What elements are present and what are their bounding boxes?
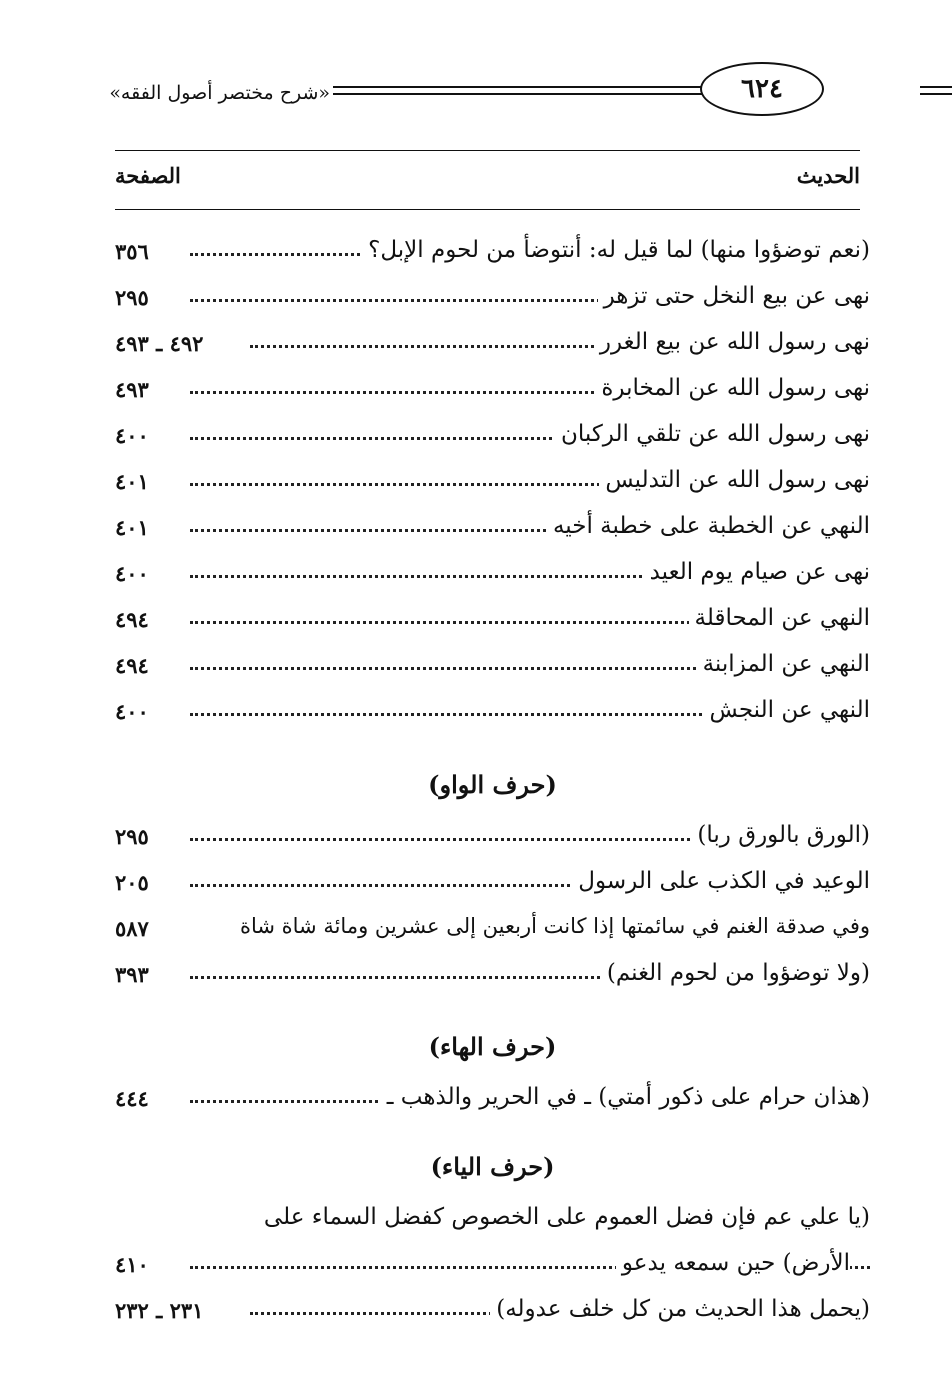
index-entry bbox=[115, 417, 870, 461]
entry-text: النهي عن المزابنة bbox=[697, 651, 870, 677]
entry-text: (يا علي عم فإن فضل العموم على الخصوص كفضل السماء على bbox=[258, 1204, 870, 1230]
entry-text: (هذان حرام على ذكور أمتي) ـ في الحرير والذهب ـ bbox=[381, 1084, 870, 1110]
entry-text: نهى رسول الله عن بيع الغرر bbox=[594, 329, 870, 355]
index-entry bbox=[115, 233, 870, 277]
running-header bbox=[109, 62, 860, 122]
entry-text: (الورق بالورق ربا) bbox=[691, 822, 870, 848]
column-page-label: الصفحة bbox=[115, 163, 181, 188]
entry-text: (نعم توضؤوا منها) لما قيل له: أنتوضأ من لحوم الإبل؟ bbox=[362, 237, 870, 263]
entry-page: ٣٩٣ bbox=[115, 962, 149, 987]
index-entry bbox=[115, 463, 870, 507]
book-title: «شرح مختصر أصول الفقه» bbox=[109, 82, 330, 104]
entry-text: الأرض) حين سمعه يدعو bbox=[616, 1250, 850, 1276]
entry-text: النهي عن المحاقلة bbox=[689, 605, 870, 631]
entry-text: نهى عن بيع النخل حتى تزهر bbox=[598, 283, 870, 309]
index-entry bbox=[115, 910, 870, 954]
entry-text: وفي صدقة الغنم في سائمتها إذا كانت أربعين إلى عشرين ومائة شاة شاة bbox=[234, 914, 870, 938]
entry-text: النهي عن النجش bbox=[704, 697, 870, 723]
entry-page: ٤١٠ bbox=[115, 1252, 149, 1277]
index-entry bbox=[115, 956, 870, 1000]
entry-page: ٢٩٥ bbox=[115, 285, 149, 310]
index-entry-line bbox=[115, 1200, 870, 1244]
entry-page: ٤٩٢ ـ ٤٩٣ bbox=[115, 331, 204, 356]
column-hadith-label: الحديث bbox=[796, 163, 860, 188]
index-entry bbox=[115, 371, 870, 415]
index-entry bbox=[115, 647, 870, 691]
entry-page: ٤٩٣ bbox=[115, 377, 149, 402]
entry-text: نهى رسول الله عن المخابرة bbox=[595, 375, 870, 401]
index-entry bbox=[115, 509, 870, 553]
index-entry bbox=[115, 818, 870, 862]
entry-text: النهي عن الخطبة على خطبة أخيه bbox=[547, 513, 870, 539]
entry-page: ٢٣١ ـ ٢٣٢ bbox=[115, 1298, 204, 1323]
entry-text: (يحمل هذا الحديث من كل خلف عدوله) bbox=[490, 1296, 870, 1322]
entry-text: نهى رسول الله عن التدليس bbox=[599, 467, 870, 493]
index-entry bbox=[115, 1080, 870, 1124]
entry-page: ٤٩٤ bbox=[115, 653, 149, 678]
index-entry bbox=[115, 1292, 870, 1336]
section-title-waw: (حرف الواو) bbox=[428, 770, 557, 799]
entry-page: ٤٤٤ bbox=[115, 1086, 149, 1111]
entry-text: نهى رسول الله عن تلقي الركبان bbox=[555, 421, 870, 447]
index-entry bbox=[115, 864, 870, 908]
entry-page: ٤٠٠ bbox=[115, 699, 149, 724]
index-entry bbox=[115, 1246, 870, 1290]
column-header bbox=[115, 150, 860, 210]
entry-page: ٤٠٠ bbox=[115, 423, 149, 448]
entry-text: نهى عن صيام يوم العيد bbox=[644, 559, 870, 585]
index-entry bbox=[115, 601, 870, 645]
entry-text: (ولا توضؤوا من لحوم الغنم) bbox=[601, 960, 870, 986]
entry-text: الوعيد في الكذب على الرسول bbox=[572, 868, 870, 894]
index-entry bbox=[115, 325, 870, 369]
header-rule-right bbox=[920, 86, 952, 95]
index-entry bbox=[115, 693, 870, 737]
entry-page: ٤٠١ bbox=[115, 515, 149, 540]
entry-page: ٣٥٦ bbox=[115, 239, 149, 264]
entry-page: ٢٠٥ bbox=[115, 870, 149, 895]
page-number: ٦٢٤ bbox=[700, 62, 824, 116]
entry-page: ٤٩٤ bbox=[115, 607, 149, 632]
index-entry bbox=[115, 279, 870, 323]
entry-page: ٤٠١ bbox=[115, 469, 149, 494]
section-title-ha: (حرف الهاء) bbox=[428, 1032, 557, 1061]
entry-page: ٢٩٥ bbox=[115, 824, 149, 849]
section-title-ya: (حرف الياء) bbox=[430, 1152, 555, 1181]
entry-page: ٥٨٧ bbox=[115, 916, 149, 941]
entry-page: ٤٠٠ bbox=[115, 561, 149, 586]
index-entry bbox=[115, 555, 870, 599]
